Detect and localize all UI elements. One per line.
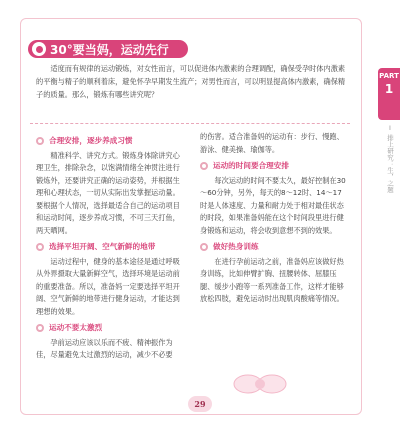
flower-icon xyxy=(200,243,208,251)
part-tab xyxy=(378,68,400,120)
left-column xyxy=(36,131,184,366)
heading-4 xyxy=(200,160,348,173)
heading-2-text: 选择平坦开阔、空气新鲜的地带 xyxy=(49,242,156,251)
heading-3-text: 运动不要太激烈 xyxy=(49,323,103,332)
right-column xyxy=(200,131,348,310)
flower-icon xyxy=(36,137,44,145)
flower-icon xyxy=(36,324,44,332)
dashed-divider xyxy=(30,123,350,124)
heading-3 xyxy=(36,322,184,335)
body-3-continued: 的伤害。适合准备妈的运动有：步行、慢跑、游泳、健美操、瑜伽等。 xyxy=(200,132,344,154)
circle-bullet-icon xyxy=(32,42,46,56)
heading-1-text: 合理安排，逐步养成习惯 xyxy=(49,136,133,145)
heading-5 xyxy=(200,241,348,254)
body-4: 每次运动的时间不要太久，最好控制在30～60分钟，另外，每天的8～12时、14～17时是人体速度、力量和耐力处于相对最佳状态的时段，如果准备妈能在这个时间段里进行健身锻炼和运动，将会收到意想不到的效果。 xyxy=(200,175,346,235)
bow-icon xyxy=(230,370,290,398)
section-title: 30°要当妈，运动先行 xyxy=(50,42,169,57)
page-number: 29 xyxy=(188,396,212,412)
body-5: 在进行孕前运动之前，准备妈应该做好热身训练，比如伸臂扩胸、扭腰转体、屈膝压腿、缓步小跑等一系列准备工作，这样才能够放松四肢，避免运动时出现肌肉酸痛等情况。 xyxy=(200,256,344,303)
flower-icon xyxy=(200,162,208,170)
part-label: PART xyxy=(379,72,399,80)
heading-1 xyxy=(36,135,184,148)
heading-5-text: 做好热身训练 xyxy=(213,242,259,251)
body-2: 运动过程中，健身的基本途径是通过呼吸从外界摄取大量新鲜空气，选择环境是运动前的重要准备。所以，准备妈一定要选择平坦开阔、空气新鲜的地带进行健身运动，才能达到理想的效果。 xyxy=(36,256,180,316)
part-number: 1 xyxy=(384,82,394,96)
body-1: 精准科学、讲究方式。锻炼身体除讲究心理卫生，排除杂念，以饱满情绪全神贯注进行锻炼外，还要讲究正确的运动姿势，并根据生理和心理状态，一切从实际出发掌握运动量。要根据个人情况，选择最适合自己的运动项目和运动时间，逐步养成习惯，不可三天打鱼，两天晒网。 xyxy=(36,150,180,235)
intro-text: 适度而有规律的运动锻炼，对女性而言，可以促进体内激素的合理调配，确保受孕时体内激素的平衡与精子的顺利着床，避免怀孕早期发生流产；对男性而言，可以明显提高体内激素，确保精子的质量。那么，锻炼有哪些讲究呢？ xyxy=(36,64,346,99)
heading-4-text: 运动的时间要合理安排 xyxy=(213,161,289,170)
section-header xyxy=(28,40,188,58)
heading-2 xyxy=(36,241,184,254)
side-chapter-text: Ⅰ 排上研究：生，之题 xyxy=(386,124,394,193)
flower-icon xyxy=(36,243,44,251)
intro-paragraph xyxy=(36,62,348,101)
body-3: 孕前运动应该以乐而不疲、精神振作为佳，尽量避免太过激烈的运动，减少不必要 xyxy=(36,337,173,359)
